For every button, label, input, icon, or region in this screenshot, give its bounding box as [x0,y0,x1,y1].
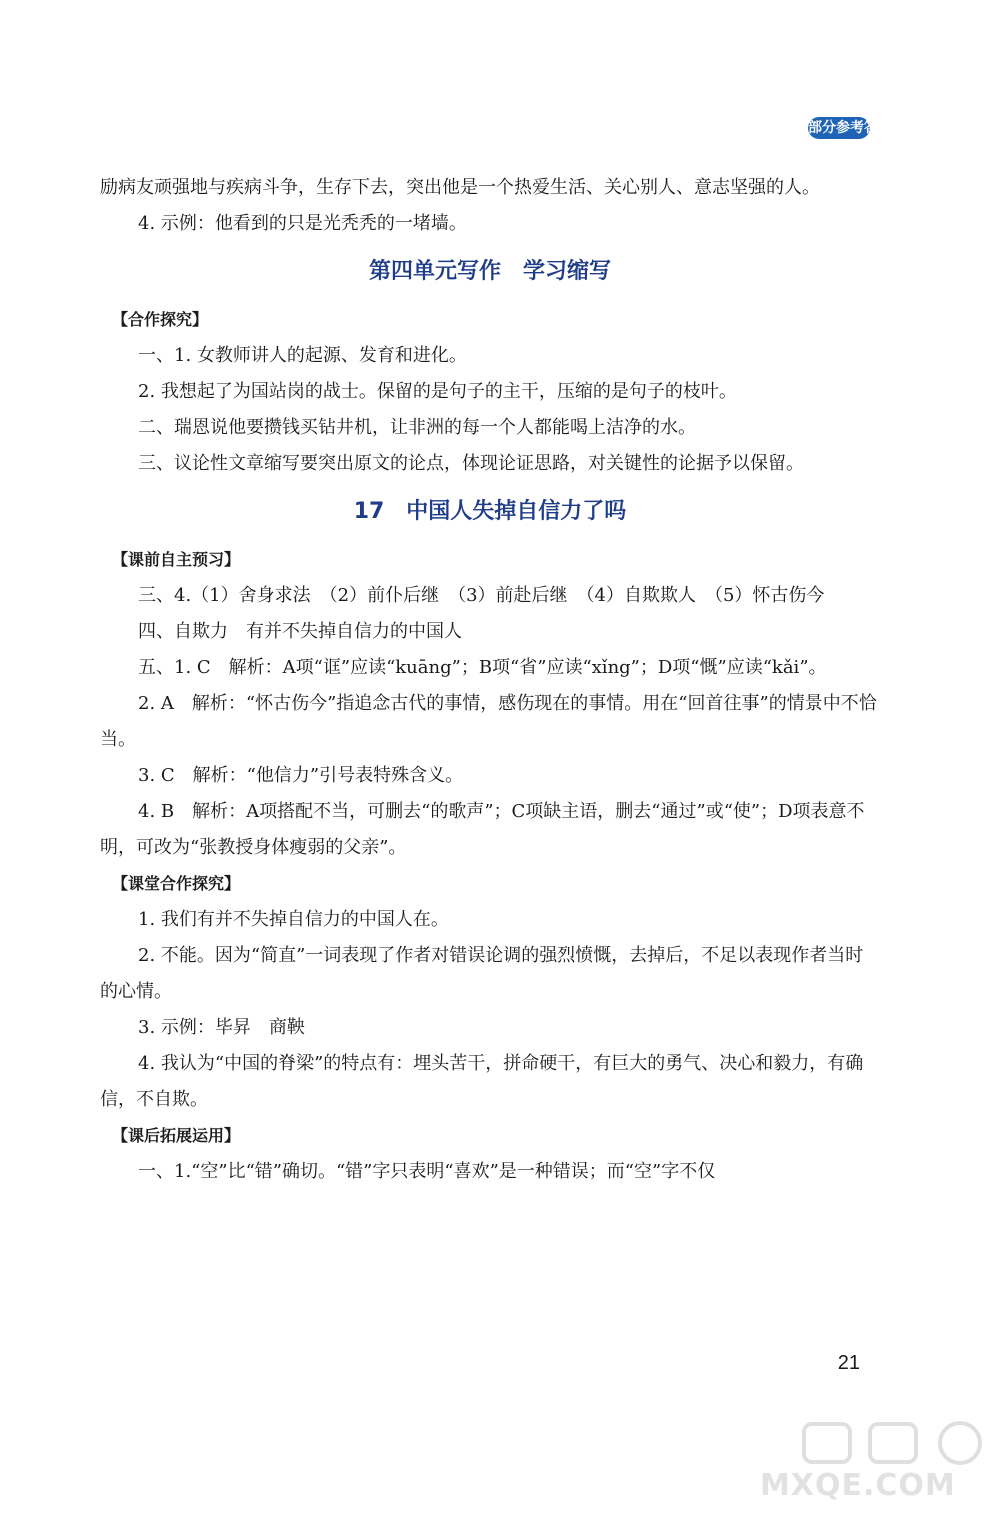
answer-paragraph: 二、瑞恩说他要攒钱买钻井机，让非洲的每一个人都能喝上洁净的水。 [138,417,696,438]
answer-paragraph: 2. A 解析：“怀古伤今”指追念古代的事情，感伤现在的事情。用在“回首往事”的情景中不恰当。 [100,693,877,750]
section-label: 【课前自主预习】 [112,550,241,569]
watermark-logo-icon [800,1420,990,1466]
answer-paragraph: 一、1. 女教师讲人的起源、发育和进化。 [138,345,467,366]
answer-paragraph: 2. 不能。因为“简直”一词表现了作者对错误论调的强烈愤慨，去掉后，不足以表现作者当时的心情。 [100,945,864,1002]
answer-paragraph: 三、议论性文章缩写要突出原文的论点，体现论证思路，对关键性的论据予以保留。 [138,453,804,474]
answer-paragraph: 励病友顽强地与疾病斗争，生存下去，突出他是一个热爱生活、关心别人、意志坚强的人。 [100,177,820,198]
answer-paragraph: 四、自欺力 有并不失掉自信力的中国人 [138,621,462,642]
section-label: 【课后拓展运用】 [112,1126,241,1145]
section-heading: 17 中国人失掉自信力了吗 [353,499,627,524]
answer-paragraph: 3. 示例：毕昇 商鞅 [138,1017,305,1038]
section-label: 【合作探究】 [112,310,209,329]
section-label: 【课堂合作探究】 [112,874,241,893]
answer-paragraph: 3. C 解析：“他信力”引号表特殊含义。 [138,765,464,786]
answer-paragraph: 4. 我认为“中国的脊梁”的特点有：埋头苦干，拼命硬干，有巨大的勇气、决心和毅力，有确信，不自欺。 [100,1053,864,1110]
answer-badge: 部分参考答案 [808,117,870,139]
answer-paragraph: 1. 我们有并不失掉自信力的中国人在。 [138,909,449,930]
answer-paragraph: 4. B 解析：A项搭配不当，可删去“的歌声”；C项缺主语，删去“通过”或“使”；D项表意不明，可改为“张教授身体瘦弱的父亲”。 [100,801,865,858]
section-heading: 第四单元写作 学习缩写 [368,259,611,284]
answer-paragraph: 五、1. C 解析：A项“诓”应读“kuāng”；B项“省”应读“xǐng”；D项“慨”应读“kǎi”。 [138,657,827,678]
watermark [760,1420,990,1516]
answer-paragraph: 一、1.“空”比“错”确切。“错”字只表明“喜欢”是一种错误；而“空”字不仅 [138,1161,716,1182]
watermark-text: MXQE.COM [760,1468,956,1503]
page-number: 21 [837,1352,860,1374]
answer-paragraph: 三、4.（1）舍身求法 （2）前仆后继 （3）前赴后继 （4）自欺欺人 （5）怀古伤今 [138,585,825,606]
page-content [100,170,880,1190]
answer-paragraph: 2. 我想起了为国站岗的战士。保留的是句子的主干，压缩的是句子的枝叶。 [138,381,737,402]
answer-paragraph: 4. 示例：他看到的只是光秃秃的一堵墙。 [138,213,467,234]
